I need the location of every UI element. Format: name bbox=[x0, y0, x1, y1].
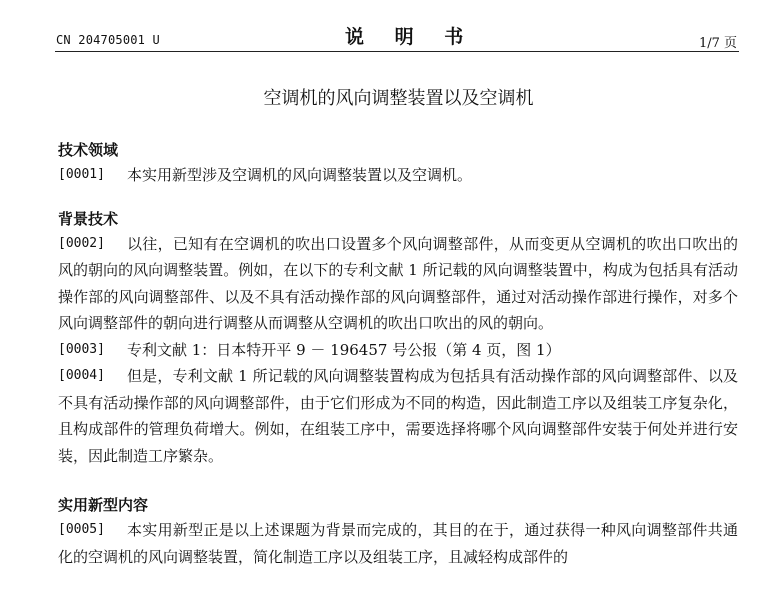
paragraph-text: 本实用新型涉及空调机的风向调整装置以及空调机。 bbox=[127, 166, 473, 184]
paragraph-text: 专利文献 1：日本特开平 9 － 196457 号公报（第 4 页，图 1） bbox=[127, 340, 561, 359]
paragraph-number: [0003] bbox=[58, 341, 105, 357]
paragraph-0005 bbox=[58, 517, 738, 570]
document-type: 说 明 书 bbox=[345, 26, 476, 48]
paragraph-number: [0004] bbox=[58, 368, 105, 383]
publication-number: CN 204705001 U bbox=[56, 33, 160, 47]
section-gap bbox=[58, 189, 738, 207]
paragraph-text: 以往，已知有在空调机的吹出口设置多个风向调整部件，从而变更从空调机的吹出口吹出的风的朝向的风向调整装置。例如，在以下的专利文献 1 所记载的风向调整装置中，构成为包括具有活动操作部的风向调整部件、以及不具有活动操作部的风向调整部件，通过对活动操作部进行操作，对多个风向调整部件的朝向进行调整从而调整从空调机的吹出口吹出的风的朝向。 bbox=[58, 234, 738, 332]
paragraph-text: 本实用新型正是以上述课题为背景而完成的，其目的在于，通过获得一种风向调整部件共通化的空调机的风向调整装置，简化制造工序以及组装工序，且减轻构成部件的 bbox=[58, 521, 738, 566]
page-header bbox=[0, 0, 757, 52]
paragraph-number: [0005] bbox=[58, 522, 105, 537]
section-heading-technical-field: 技术领域 bbox=[58, 141, 119, 159]
paragraph-number: [0001] bbox=[58, 167, 105, 182]
paragraph-0003 bbox=[58, 337, 738, 364]
paragraph-0004 bbox=[58, 363, 738, 469]
header-rule bbox=[55, 51, 739, 52]
paragraph-text: 但是，专利文献 1 所记载的风向调整装置构成为包括具有活动操作部的风向调整部件、以及不具有活动操作部的风向调整部件，由于它们形成为不同的构造，因此制造工序以及组装工序复杂化，且构成部件的管理负荷增大。例如，在组装工序中，需要选择将哪个风向调整部件安装于何处并进行安装，因此制造工序繁杂。 bbox=[58, 367, 738, 465]
section-heading-background: 背景技术 bbox=[58, 209, 119, 228]
paragraph-0001 bbox=[58, 162, 738, 189]
page-number: 1/7 页 bbox=[698, 36, 737, 51]
document-title: 空调机的风向调整装置以及空调机 bbox=[263, 88, 534, 109]
section-gap bbox=[58, 469, 738, 493]
section-heading-utility-model-content: 实用新型内容 bbox=[58, 496, 149, 514]
paragraph-number: [0002] bbox=[58, 235, 105, 251]
paragraph-0002 bbox=[58, 231, 738, 337]
document-body bbox=[58, 138, 738, 570]
